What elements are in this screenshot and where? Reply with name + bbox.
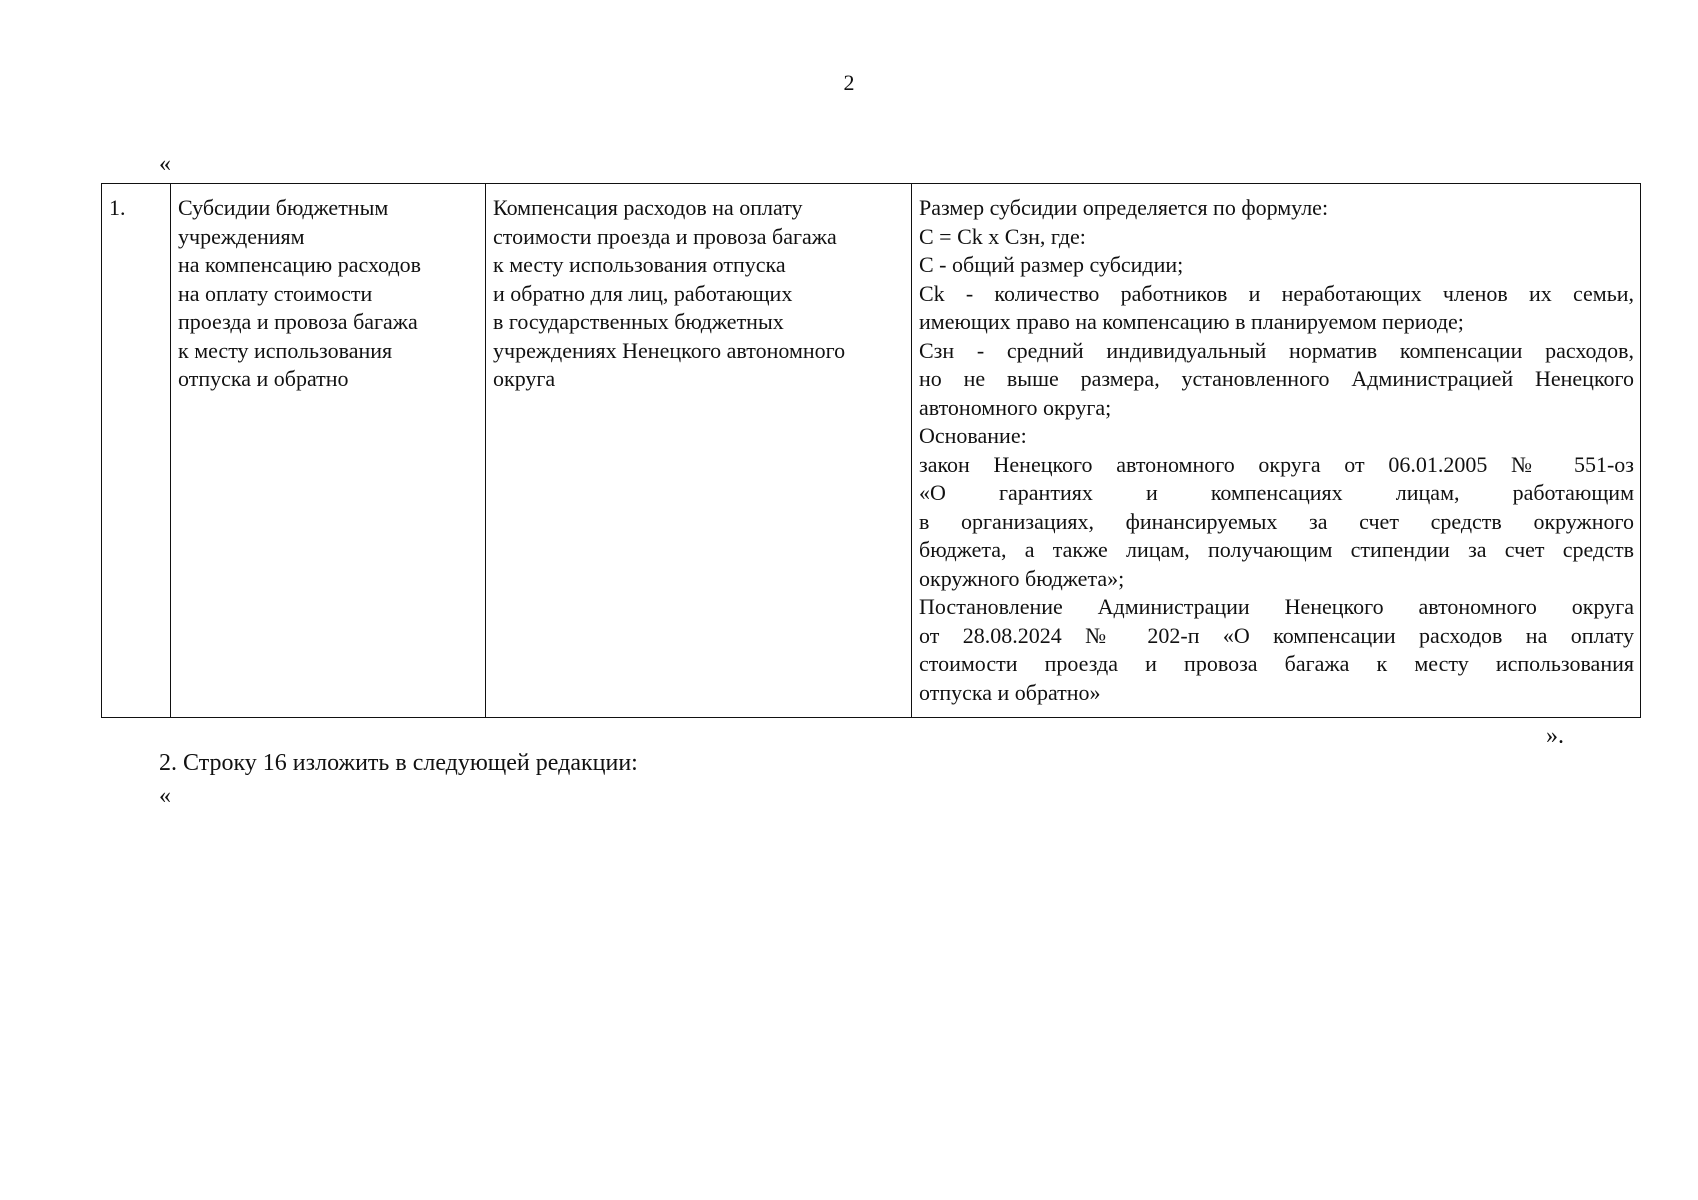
row-number-cell xyxy=(102,184,171,718)
formula-cell xyxy=(912,184,1641,718)
subsidy-name-line: отпуска и обратно xyxy=(178,366,349,391)
formula-line: бюджета, а также лицам, получающим стипендии за счет средств xyxy=(919,537,1634,562)
subsidy-name-line: к месту использования xyxy=(178,337,393,363)
subsidy-purpose-line: и обратно для лиц, работающих xyxy=(493,280,793,306)
row-number: 1. xyxy=(109,195,126,220)
opening-quote-mark-2: « xyxy=(159,783,171,809)
formula-line: Размер субсидии определяется по формуле: xyxy=(919,195,1329,220)
formula-line: Сзн - средний индивидуальный норматив компенсации расходов, xyxy=(919,337,1634,363)
formula-line: С - общий размер субсидии; xyxy=(919,252,1184,277)
formula-line: «О гарантиях и компенсациях лицам, работающим xyxy=(919,480,1634,505)
formula-line: отпуска и обратно» xyxy=(919,679,1101,705)
subsidy-name-cell xyxy=(171,184,486,718)
subsidy-purpose-line: Компенсация расходов на оплату xyxy=(493,195,803,220)
formula-line: Ck - количество работников и неработающих членов их семьи, xyxy=(919,280,1634,306)
formula-line: закон Ненецкого автономного округа от 06.01.2005 № 551-оз xyxy=(919,451,1634,477)
subsidy-purpose-line: к месту использования отпуска xyxy=(493,252,786,277)
formula-line: от 28.08.2024 № 202-п «О компенсации расходов на оплату xyxy=(919,622,1634,648)
subsidy-name-line: Субсидии бюджетным xyxy=(178,195,389,220)
formula-line: Основание: xyxy=(919,423,1027,448)
subsidy-purpose-line: в государственных бюджетных xyxy=(493,309,784,334)
subsidy-purpose-line: округа xyxy=(493,366,556,391)
subsidy-purpose-line: стоимости проезда и провоза багажа xyxy=(493,223,837,249)
subsidy-name-line: на компенсацию расходов xyxy=(178,252,422,277)
page-number: 2 xyxy=(843,70,855,95)
formula-line: автономного округа; xyxy=(919,394,1112,420)
closing-quote-mark: ». xyxy=(1546,723,1564,749)
formula-line: окружного бюджета»; xyxy=(919,565,1125,591)
amendment-instruction: 2. Строку 16 изложить в следующей редакции: xyxy=(159,750,638,776)
subsidy-purpose-line: учреждениях Ненецкого автономного xyxy=(493,337,846,363)
subsidy-name-line: проезда и провоза багажа xyxy=(178,309,418,334)
formula-line: Постановление Администрации Ненецкого автономного округа xyxy=(919,594,1634,619)
formula-line: стоимости проезда и провоза багажа к месту использования xyxy=(919,651,1634,676)
subsidy-name-line: на оплату стоимости xyxy=(178,280,373,306)
formula-line: имеющих право на компенсацию в планируемом периоде; xyxy=(919,309,1464,334)
subsidy-name-line: учреждениям xyxy=(178,223,305,249)
amendment-table xyxy=(101,183,1641,718)
subsidy-purpose-cell xyxy=(486,184,912,718)
formula-line: в организациях, финансируемых за счет средств окружного xyxy=(919,508,1634,534)
formula-line: но не выше размера, установленного Администрацией Ненецкого xyxy=(919,366,1634,391)
table-row xyxy=(102,184,1641,718)
opening-quote-mark: « xyxy=(159,151,171,177)
formula-line: С = Ck x Сзн, где: xyxy=(919,223,1086,249)
